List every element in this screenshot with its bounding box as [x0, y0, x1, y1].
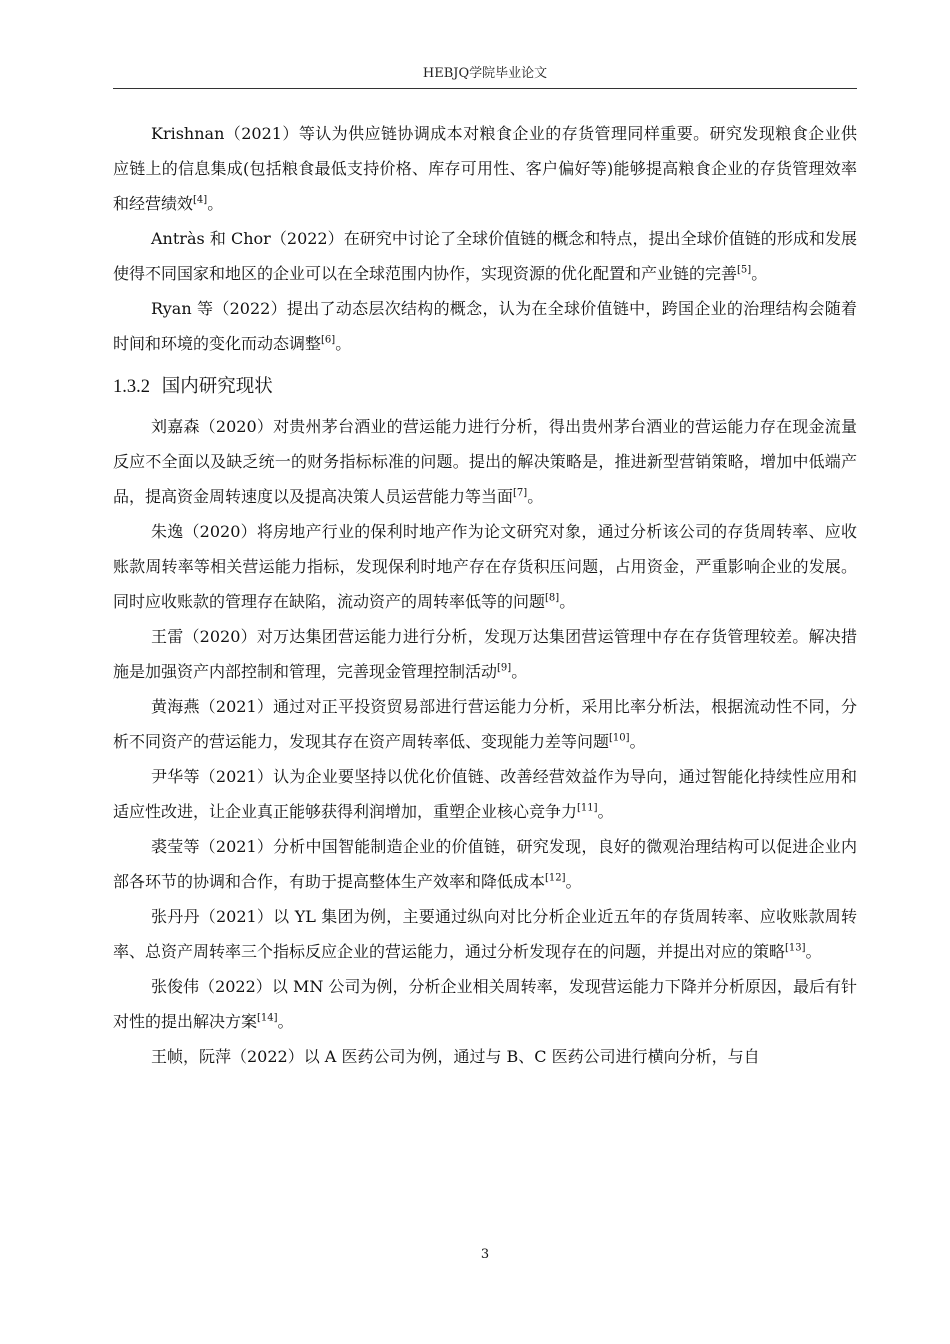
paragraph: 王帧，阮萍（2022）以 A 医药公司为例，通过与 B、C 医药公司进行横向分析，与自 [151, 1047, 760, 1066]
citation: [14] [257, 1012, 278, 1024]
citation: [6] [321, 334, 336, 346]
page-header: HEBJQ学院毕业论文 [422, 66, 548, 81]
paragraph: 黄海燕（2021）通过对正平投资贸易部进行营运能力分析，采用比率分析法，根据流动性不同，分析不同资产的营运能力，发现其存在资产周转率低、变现能力差等问题[10]。 [113, 697, 857, 751]
section-title: 国内研究现状 [161, 376, 273, 397]
section-heading [113, 361, 857, 409]
paragraph: 尹华等（2021）认为企业要坚持以优化价值链、改善经营效益作为导向，通过智能化持续性应用和适应性改进，让企业真正能够获得利润增加，重塑企业核心竞争力[11]。 [113, 767, 857, 821]
paragraph: 张丹丹（2021）以 YL 集团为例，主要通过纵向对比分析企业近五年的存货周转率、应收账款周转率、总资产周转率三个指标反应企业的营运能力，通过分析发现存在的问题，并提出对应的策略[13]。 [113, 907, 857, 961]
paragraph: Ryan 等（2022）提出了动态层次结构的概念，认为在全球价值链中，跨国企业的治理结构会随着时间和环境的变化而动态调整[6]。 [113, 299, 857, 353]
page-number: 3 [480, 1247, 490, 1262]
citation: [13] [785, 942, 806, 954]
paragraph: Krishnan（2021）等认为供应链协调成本对粮食企业的存货管理同样重要。研究发现粮食企业供应链上的信息集成(包括粮食最低支持价格、库存可用性、客户偏好等)能够提高粮食企业的存货管理效率和经营绩效[4]。 [113, 124, 857, 213]
citation: [9] [497, 662, 512, 674]
paragraph: 裘莹等（2021）分析中国智能制造企业的价值链，研究发现，良好的微观治理结构可以促进企业内部各环节的协调和合作，有助于提高整体生产效率和降低成本[12]。 [113, 837, 857, 891]
citation: [7] [513, 487, 528, 499]
citation: [4] [193, 194, 208, 206]
paragraph: 刘嘉森（2020）对贵州茅台酒业的营运能力进行分析，得出贵州茅台酒业的营运能力存在现金流量反应不全面以及缺乏统一的财务指标标准的问题。提出的解决策略是，推进新型营销策略，增加中低端产品，提高资金周转速度以及提高决策人员运营能力等当面[7]。 [113, 417, 857, 506]
paragraph: 朱逸（2020）将房地产行业的保利时地产作为论文研究对象，通过分析该公司的存货周转率、应收账款周转率等相关营运能力指标，发现保利时地产存在存货积压问题，占用资金，严重影响企业的发展。同时应收账款的管理存在缺陷，流动资产的周转率低等的问题[8]。 [113, 522, 857, 611]
citation: [5] [737, 264, 752, 276]
citation: [8] [545, 592, 560, 604]
header-divider [113, 88, 857, 89]
citation: [12] [545, 872, 566, 884]
section-number: 1.3.2 [113, 377, 150, 397]
citation: [10] [609, 732, 630, 744]
page-body [113, 116, 857, 1074]
citation: [11] [577, 802, 598, 814]
paragraph: 王雷（2020）对万达集团营运能力进行分析，发现万达集团营运管理中存在存货管理较差。解决措施是加强资产内部控制和管理，完善现金管理控制活动[9]。 [113, 627, 857, 681]
paragraph: 张俊伟（2022）以 MN 公司为例，分析企业相关周转率，发现营运能力下降并分析原因，最后有针对性的提出解决方案[14]。 [113, 977, 857, 1031]
paragraph: Antràs 和 Chor（2022）在研究中讨论了全球价值链的概念和特点，提出全球价值链的形成和发展使得不同国家和地区的企业可以在全球范围内协作，实现资源的优化配置和产业链的完善[5]。 [113, 229, 857, 283]
